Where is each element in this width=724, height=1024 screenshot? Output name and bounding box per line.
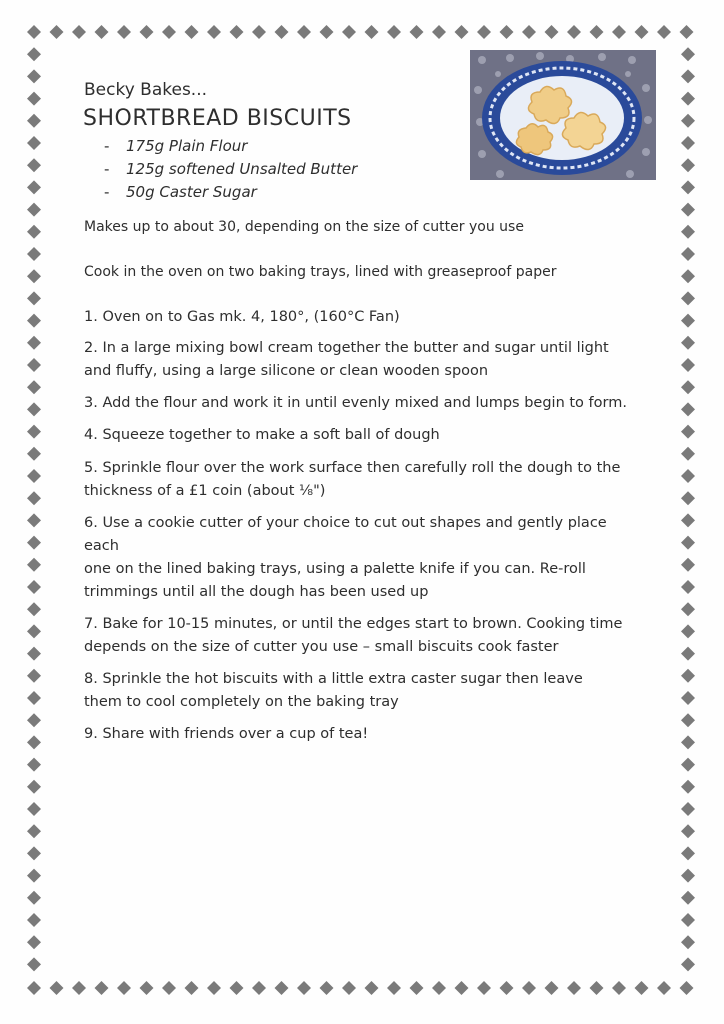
border-diamond	[27, 846, 41, 860]
border-diamond	[27, 336, 41, 350]
border-diamond	[27, 513, 41, 527]
border-diamond	[27, 624, 41, 638]
border-diamond	[27, 691, 41, 705]
border-diamond	[365, 981, 379, 995]
border-diamond	[681, 69, 695, 83]
border-diamond	[681, 269, 695, 283]
border-diamond	[230, 25, 244, 39]
border-diamond	[681, 780, 695, 794]
border-diamond	[27, 402, 41, 416]
border-diamond	[320, 25, 334, 39]
method-step: 2. In a large mixing bowl cream together the butter and sugar until light and fluffy, using a large silicone or clean wooden spoon	[84, 340, 609, 379]
border-diamond	[681, 891, 695, 905]
border-diamond	[275, 25, 289, 39]
border-diamond	[117, 25, 131, 39]
method-step: 8. Sprinkle the hot biscuits with a little extra caster sugar then leave them to cool completely on the baking tray	[84, 671, 583, 710]
border-diamond	[545, 25, 559, 39]
border-diamond	[432, 25, 446, 39]
border-diamond	[681, 203, 695, 217]
method-step: 4. Squeeze together to make a soft ball of dough	[84, 427, 440, 443]
border-diamond	[681, 735, 695, 749]
border-diamond	[681, 291, 695, 305]
border-diamond	[27, 780, 41, 794]
border-diamond	[27, 536, 41, 550]
border-diamond	[27, 891, 41, 905]
border-diamond	[657, 981, 671, 995]
biscuit	[528, 86, 571, 123]
border-diamond	[681, 869, 695, 883]
border-diamond	[252, 981, 266, 995]
border-diamond	[27, 291, 41, 305]
cooking-note: Cook in the oven on two baking trays, lined with greaseproof paper	[84, 264, 557, 280]
border-diamond	[230, 981, 244, 995]
border-diamond	[185, 981, 199, 995]
border-diamond	[297, 25, 311, 39]
border-diamond	[72, 25, 86, 39]
ingredient-item: - 175g Plain Flour	[104, 137, 248, 155]
border-diamond	[432, 981, 446, 995]
border-diamond	[27, 713, 41, 727]
border-diamond	[27, 180, 41, 194]
border-diamond	[681, 380, 695, 394]
method-step: 5. Sprinkle flour over the work surface then carefully roll the dough to the thickness of a £1 coin (about ⅛")	[84, 460, 621, 499]
border-diamond	[27, 913, 41, 927]
border-diamond	[275, 981, 289, 995]
border-diamond	[681, 935, 695, 949]
border-diamond	[95, 25, 109, 39]
border-diamond	[681, 669, 695, 683]
border-diamond	[681, 180, 695, 194]
border-diamond	[681, 314, 695, 328]
border-diamond	[681, 913, 695, 927]
border-diamond	[681, 469, 695, 483]
border-diamond	[680, 25, 694, 39]
border-diamond	[681, 602, 695, 616]
border-diamond	[342, 25, 356, 39]
border-diamond	[27, 136, 41, 150]
border-diamond	[297, 981, 311, 995]
border-diamond	[185, 25, 199, 39]
border-diamond	[162, 25, 176, 39]
border-diamond	[27, 580, 41, 594]
border-diamond	[27, 425, 41, 439]
method-step: 1. Oven on to Gas mk. 4, 180°, (160°C Fan)	[84, 309, 400, 325]
shortbread-photo	[470, 50, 656, 180]
border-diamond	[681, 558, 695, 572]
border-diamond	[681, 957, 695, 971]
border-diamond	[95, 981, 109, 995]
method-step: 7. Bake for 10-15 minutes, or until the edges start to brown. Cooking time depends on the size of cutter you use – small biscuits cook faster	[84, 616, 623, 655]
border-diamond	[567, 25, 581, 39]
border-diamond	[320, 981, 334, 995]
border-diamond	[27, 25, 41, 39]
border-diamond	[387, 981, 401, 995]
border-diamond	[612, 25, 626, 39]
border-diamond	[477, 25, 491, 39]
border-diamond	[162, 981, 176, 995]
border-diamond	[681, 580, 695, 594]
border-diamond	[27, 957, 41, 971]
border-diamond	[657, 25, 671, 39]
biscuit	[516, 124, 552, 155]
border-diamond	[342, 981, 356, 995]
method-step: 9. Share with friends over a cup of tea!	[84, 726, 369, 742]
border-diamond	[387, 25, 401, 39]
border-diamond	[140, 981, 154, 995]
border-diamond	[681, 846, 695, 860]
border-diamond	[50, 981, 64, 995]
border-diamond	[681, 47, 695, 61]
border-diamond	[27, 469, 41, 483]
border-diamond	[365, 25, 379, 39]
border-diamond	[410, 981, 424, 995]
border-diamond	[635, 981, 649, 995]
border-diamond	[27, 225, 41, 239]
border-diamond	[681, 114, 695, 128]
border-diamond	[27, 981, 41, 995]
border-diamond	[27, 558, 41, 572]
border-diamond	[27, 69, 41, 83]
border-diamond	[27, 92, 41, 106]
ingredient-item: - 125g softened Unsalted Butter	[104, 160, 358, 178]
method-step: 6. Use a cookie cutter of your choice to cut out shapes and gently place each one on the lined baking trays, using a palette knife if you can. Re-roll trimmings until all the dough has been used up	[84, 515, 607, 600]
border-diamond	[72, 981, 86, 995]
border-diamond	[681, 336, 695, 350]
border-diamond	[680, 981, 694, 995]
border-diamond	[500, 981, 514, 995]
border-diamond	[207, 25, 221, 39]
border-diamond	[590, 981, 604, 995]
border-diamond	[140, 25, 154, 39]
border-diamond	[27, 602, 41, 616]
border-diamond	[681, 513, 695, 527]
border-diamond	[635, 25, 649, 39]
method-steps	[84, 306, 644, 746]
border-diamond	[681, 624, 695, 638]
border-diamond	[681, 802, 695, 816]
border-diamond	[27, 491, 41, 505]
border-diamond	[681, 402, 695, 416]
border-diamond	[681, 536, 695, 550]
border-diamond	[681, 691, 695, 705]
border-diamond	[681, 247, 695, 261]
border-diamond	[27, 758, 41, 772]
border-diamond	[681, 491, 695, 505]
biscuit	[562, 112, 605, 149]
border-diamond	[27, 647, 41, 661]
recipe-title: SHORTBREAD BISCUITS	[83, 106, 352, 131]
border-diamond	[27, 380, 41, 394]
border-diamond	[455, 25, 469, 39]
border-diamond	[27, 114, 41, 128]
border-diamond	[27, 314, 41, 328]
border-diamond	[27, 447, 41, 461]
border-diamond	[545, 981, 559, 995]
border-diamond	[27, 669, 41, 683]
border-diamond	[27, 47, 41, 61]
yield-note: Makes up to about 30, depending on the size of cutter you use	[84, 219, 524, 235]
border-diamond	[27, 269, 41, 283]
border-diamond	[27, 802, 41, 816]
border-diamond	[567, 981, 581, 995]
border-diamond	[681, 447, 695, 461]
brand-heading: Becky Bakes...	[84, 80, 208, 100]
ingredient-item: - 50g Caster Sugar	[104, 183, 257, 201]
border-diamond	[681, 647, 695, 661]
border-diamond	[500, 25, 514, 39]
border-diamond	[477, 981, 491, 995]
border-diamond	[681, 225, 695, 239]
border-diamond	[681, 136, 695, 150]
border-diamond	[681, 713, 695, 727]
border-diamond	[27, 824, 41, 838]
border-diamond	[681, 358, 695, 372]
border-diamond	[207, 981, 221, 995]
ingredient-list	[104, 135, 357, 204]
border-diamond	[522, 981, 536, 995]
border-diamond	[681, 758, 695, 772]
border-diamond	[612, 981, 626, 995]
border-diamond	[27, 247, 41, 261]
method-step: 3. Add the flour and work it in until evenly mixed and lumps begin to form.	[84, 395, 627, 411]
border-diamond	[27, 158, 41, 172]
border-diamond	[681, 92, 695, 106]
border-diamond	[522, 25, 536, 39]
border-diamond	[27, 358, 41, 372]
border-diamond	[117, 981, 131, 995]
border-diamond	[27, 869, 41, 883]
border-diamond	[27, 935, 41, 949]
border-diamond	[590, 25, 604, 39]
border-diamond	[50, 25, 64, 39]
border-diamond	[410, 25, 424, 39]
border-diamond	[27, 203, 41, 217]
border-diamond	[681, 425, 695, 439]
border-diamond	[455, 981, 469, 995]
border-diamond	[681, 824, 695, 838]
border-diamond	[252, 25, 266, 39]
border-diamond	[27, 735, 41, 749]
border-diamond	[681, 158, 695, 172]
